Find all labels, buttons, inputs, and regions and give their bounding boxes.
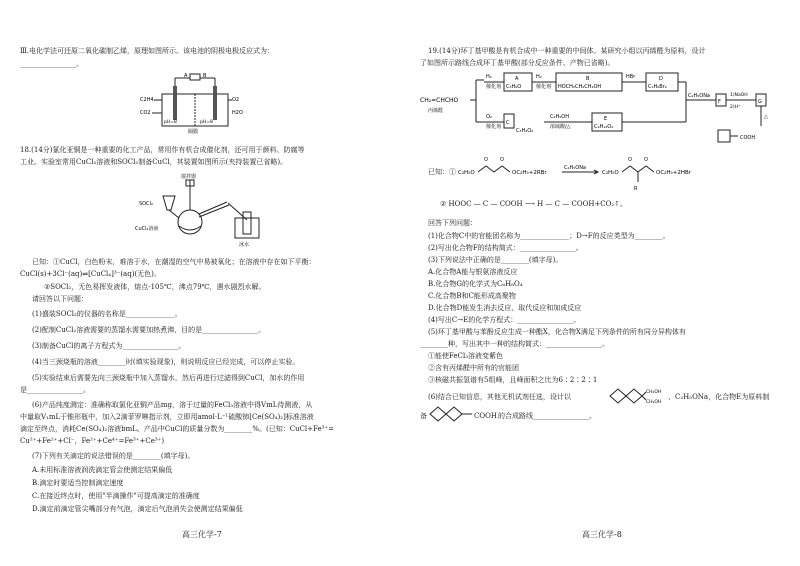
page-footer-left: 高三化学-7 xyxy=(182,530,222,539)
scheme-conc: 浓硫酸/△ xyxy=(550,124,571,130)
q19-condition-3: ③核磁共振氢谱有5组峰，且峰面积之比为6∶2∶2∶1 xyxy=(428,376,598,384)
cell-label-a: A xyxy=(184,73,188,79)
cell-label-co2: CO2 xyxy=(140,110,151,116)
q19-part-3: (3)下列说法中正确的是________(填字母)。 xyxy=(428,256,563,264)
known1-mid: OC₂H₅+2RBr xyxy=(512,170,547,176)
scheme-o2: O₂ xyxy=(486,114,492,120)
known1-o-4: O xyxy=(644,157,648,163)
q19-part-2: (2)写出化合物F的结构简式：________________。 xyxy=(428,244,583,252)
scheme-d-formula: C₃H₆Br₂ xyxy=(648,84,667,90)
q18-known-1: 已知：①CuCl，白色粉末，难溶于水，在潮湿的空气中易被氧化；在溶液中存在如下平衡： xyxy=(32,258,316,266)
q19-part-6: (6)结合已知信息，其他无机试剂任选，设计以 xyxy=(428,393,571,401)
known1-reagent: C₂H₅ONa xyxy=(564,165,586,171)
scheme-a-formula: C₃H₆O xyxy=(506,84,522,90)
q19-known-2: ② HOOC — C — COOH ⟶ H — C — COOH+CO₂↑。 xyxy=(440,200,628,208)
known1-o-3: O xyxy=(628,157,632,163)
q18-ask: 请回答以下问题： xyxy=(32,295,88,303)
q18-part-5: (5)实验结束后需要先向三颈烧瓶中加入蒸馏水，然后再进行过滤得到CuCl，加水的作用 xyxy=(32,374,305,382)
scheme-h2-2: H₂ xyxy=(536,74,542,80)
q18-part-3: (3)制备CuCl的离子方程式为________________。 xyxy=(32,342,186,350)
scheme-start-name: 丙烯醛 xyxy=(428,108,444,114)
q18-option-a: A.未用标准溶液润洗滴定管会使测定结果偏低 xyxy=(32,466,173,474)
scheme-cat-3: 催化剂 xyxy=(486,124,502,130)
apparatus-socl2-label: SOCl₂ xyxy=(139,201,153,207)
scheme-a: A xyxy=(515,76,519,82)
cell-label-ph-left: pH=8 xyxy=(164,120,177,125)
scheme-product: COOH xyxy=(740,135,756,141)
diol-structure xyxy=(608,385,668,407)
known-reaction-1 xyxy=(458,152,758,196)
known1-r: R xyxy=(634,186,638,192)
scheme-start: CH₂=CHCHO xyxy=(420,97,459,104)
known1-right-start: C₂H₅O xyxy=(602,170,619,176)
q19-ask: 回答下列问题： xyxy=(428,219,477,227)
q19-intro-2: 了如图所示路线合成环丁基甲酸(部分反应条件、产物已省略)。 xyxy=(420,59,615,67)
scheme-c-formula: C₃H₄O₂ xyxy=(516,128,534,134)
q18-intro-1: 18.(14分)氯化亚铜是一种重要的化工产品，常用作有机合成催化剂，还可用于颜料、防腐等 xyxy=(20,146,305,154)
q19-part-1: (1)化合物C中的官能团名称为______________；D→F的反应类型为________。 xyxy=(428,232,670,240)
apparatus-stirrer-label: 搅拌器 xyxy=(181,174,197,180)
scheme-d: D xyxy=(659,76,663,82)
diol-ch2oh-1: CH₂OH xyxy=(646,390,662,395)
diol-ch2oh-2: CH₂OH xyxy=(646,400,662,405)
q19-option-c: C.化合物B和C能形成高聚物 xyxy=(428,292,516,300)
q19-part-6b-pre: 备 xyxy=(420,412,427,420)
q19-option-d: D.化合物D能发生消去反应、取代反应和加成反应 xyxy=(428,304,582,312)
scheme-h2: H₂ xyxy=(486,74,492,80)
q18-part-6c: 滴定至终点，消耗Ce(SO₄)₂溶液bmL。产品中CuCl的质量分数为________%。(已知：CuCl+Fe³⁺= xyxy=(20,425,335,433)
q18-part-6: (6)产品纯度测定：准确称取氯化亚铜产品mg，溶于过量的FeCl₃溶液中得VmL待测液，从 xyxy=(32,401,313,409)
synthesis-scheme xyxy=(420,70,790,150)
scheme-g: G xyxy=(758,99,762,105)
known1-o-1: O xyxy=(484,157,488,163)
scheme-f: F xyxy=(718,99,721,105)
scheme-heat: △ xyxy=(764,114,768,120)
apparatus-diagram xyxy=(135,172,275,250)
scheme-e: E xyxy=(604,116,608,122)
q18-part-6b: 中量取V₁mL于锥形瓶中，加入2滴菲罗啉指示剂，立即用amol·L⁻¹硫酸铈[Ce(SO₄)₂]标准溶液 xyxy=(20,413,314,421)
known1-o-2: O xyxy=(500,157,504,163)
q19-part-4: (4)写出C→E的化学方程式：________________。 xyxy=(428,316,581,324)
scheme-cat-2: 催化剂 xyxy=(536,84,552,90)
q19-part-6-rest: 、C₂H₅ONa，化合物E为原料制 xyxy=(668,393,770,401)
scheme-etoh: C₂H₅OH xyxy=(550,114,569,120)
apparatus-cucl2-label: CuCl₂溶液 xyxy=(135,226,159,232)
q18-part-6d: Cu²⁺+Fe²⁺+Cl⁻，Fe²⁺+Ce⁴⁺=Fe³⁺+Ce³⁺) xyxy=(20,437,165,445)
scheme-b: B xyxy=(586,76,590,82)
scheme-naoh: 1)NaOH xyxy=(730,93,748,98)
q18-part-1: (1)盛装SOCl₂的仪器的名称是______________。 xyxy=(32,310,182,318)
section3-blank: ________________。 xyxy=(20,60,83,68)
q19-known-1: 已知：① xyxy=(428,168,456,176)
q18-option-c: C.在接近终点时，使用"半滴操作"可提高滴定的准确度 xyxy=(32,492,200,500)
cell-label-ph-right: pH=8 xyxy=(200,120,213,125)
scheme-h-plus: 2)H⁺ xyxy=(730,105,741,110)
electrolysis-cell-diagram xyxy=(140,72,250,134)
scheme-hbr: HBr xyxy=(626,74,636,80)
q18-option-b: B.滴定时要适当控制滴定速度 xyxy=(32,479,124,487)
cell-label-c2h4: C2H4 xyxy=(140,97,154,103)
known1-right: OC₂H₅+2HBr xyxy=(656,170,691,176)
q19-part-5b: ________种，写出其中一种的结构简式：________________。 xyxy=(420,340,609,348)
apparatus-icewater-label: 冰水 xyxy=(239,242,250,248)
q18-intro-2: 工业。实验室常用CuCl₂溶液和SOCl₂制备CuCl，其装置如图所示(夹持装置已省略)。 xyxy=(20,158,288,166)
q19-condition-1: ①能使FeCl₃溶液变紫色 xyxy=(428,352,504,360)
q19-part-5: (5)环丁基甲酸与苯酚反应生成一种酯X，化合物X满足下列条件的所有同分异构体有 xyxy=(428,328,686,336)
spiro-product-structure xyxy=(428,404,476,424)
q19-option-b: B.化合物G的化学式为C₆H₈O₄ xyxy=(428,280,523,288)
cell-label-b: B xyxy=(203,73,207,79)
cell-label-h2o: H2O xyxy=(232,110,243,116)
q18-known-1b: CuCl(s)+3Cl⁻(aq)⇌[CuCl₄]³⁻(aq)(无色)。 xyxy=(20,270,161,278)
q18-known-2: ②SOCl₂，无色易挥发液体，熔点-105℃，沸点79℃，遇水剧烈水解。 xyxy=(44,283,266,291)
q19-part-6b-post: 的合成路线________________。 xyxy=(498,412,596,420)
scheme-cat-1: 催化剂 xyxy=(486,84,502,90)
cell-membrane-label: 隔膜 xyxy=(188,129,199,134)
known1-left: C₂H₅O xyxy=(458,170,475,176)
section3-title: Ⅲ.电化学法可还原二氧化碳制乙烯，原理如图所示。该电池的阴极电极反应式为： xyxy=(20,47,274,55)
q18-part-7: (7)下列有关滴定的说法错误的是________(填字母)。 xyxy=(32,452,195,460)
cell-label-o2: O2 xyxy=(232,97,240,103)
right-page xyxy=(400,0,800,566)
scheme-c: C xyxy=(506,120,510,126)
q18-part-5b: 是________________。 xyxy=(20,386,90,394)
q18-option-d: D.滴定前滴定管尖嘴部分有气泡，滴定后气泡消失会使测定结果偏低 xyxy=(32,505,243,513)
q18-part-2: (2)配制CuCl₂溶液需要的蒸馏水需要加热煮沸，目的是________________。 xyxy=(32,326,266,334)
q19-intro-1: 19.(14分)环丁基甲酸是有机合成中一种重要的中间体。某研究小组以丙烯醛为原料，设计 xyxy=(428,47,706,55)
scheme-b-formula: HOCH₂CH₂CH₂OH xyxy=(558,84,602,90)
q19-part-6b-product: COOH xyxy=(474,412,497,420)
q19-condition-2: ②含有丙烯醛中所有的官能团 xyxy=(428,364,519,372)
q19-option-a: A.化合物A能与银氨溶液反应 xyxy=(428,268,518,276)
q18-part-4: (4)当三颈烧瓶的溶液________时(填实验现象)，则说明反应已经完成，可以停止实验。 xyxy=(32,358,300,366)
scheme-e-formula: C₉H₁₂O₄ xyxy=(594,124,614,130)
page-footer-right: 高三化学-8 xyxy=(582,530,622,539)
scheme-c2h5ona: C₂H₅ONa xyxy=(688,93,710,99)
